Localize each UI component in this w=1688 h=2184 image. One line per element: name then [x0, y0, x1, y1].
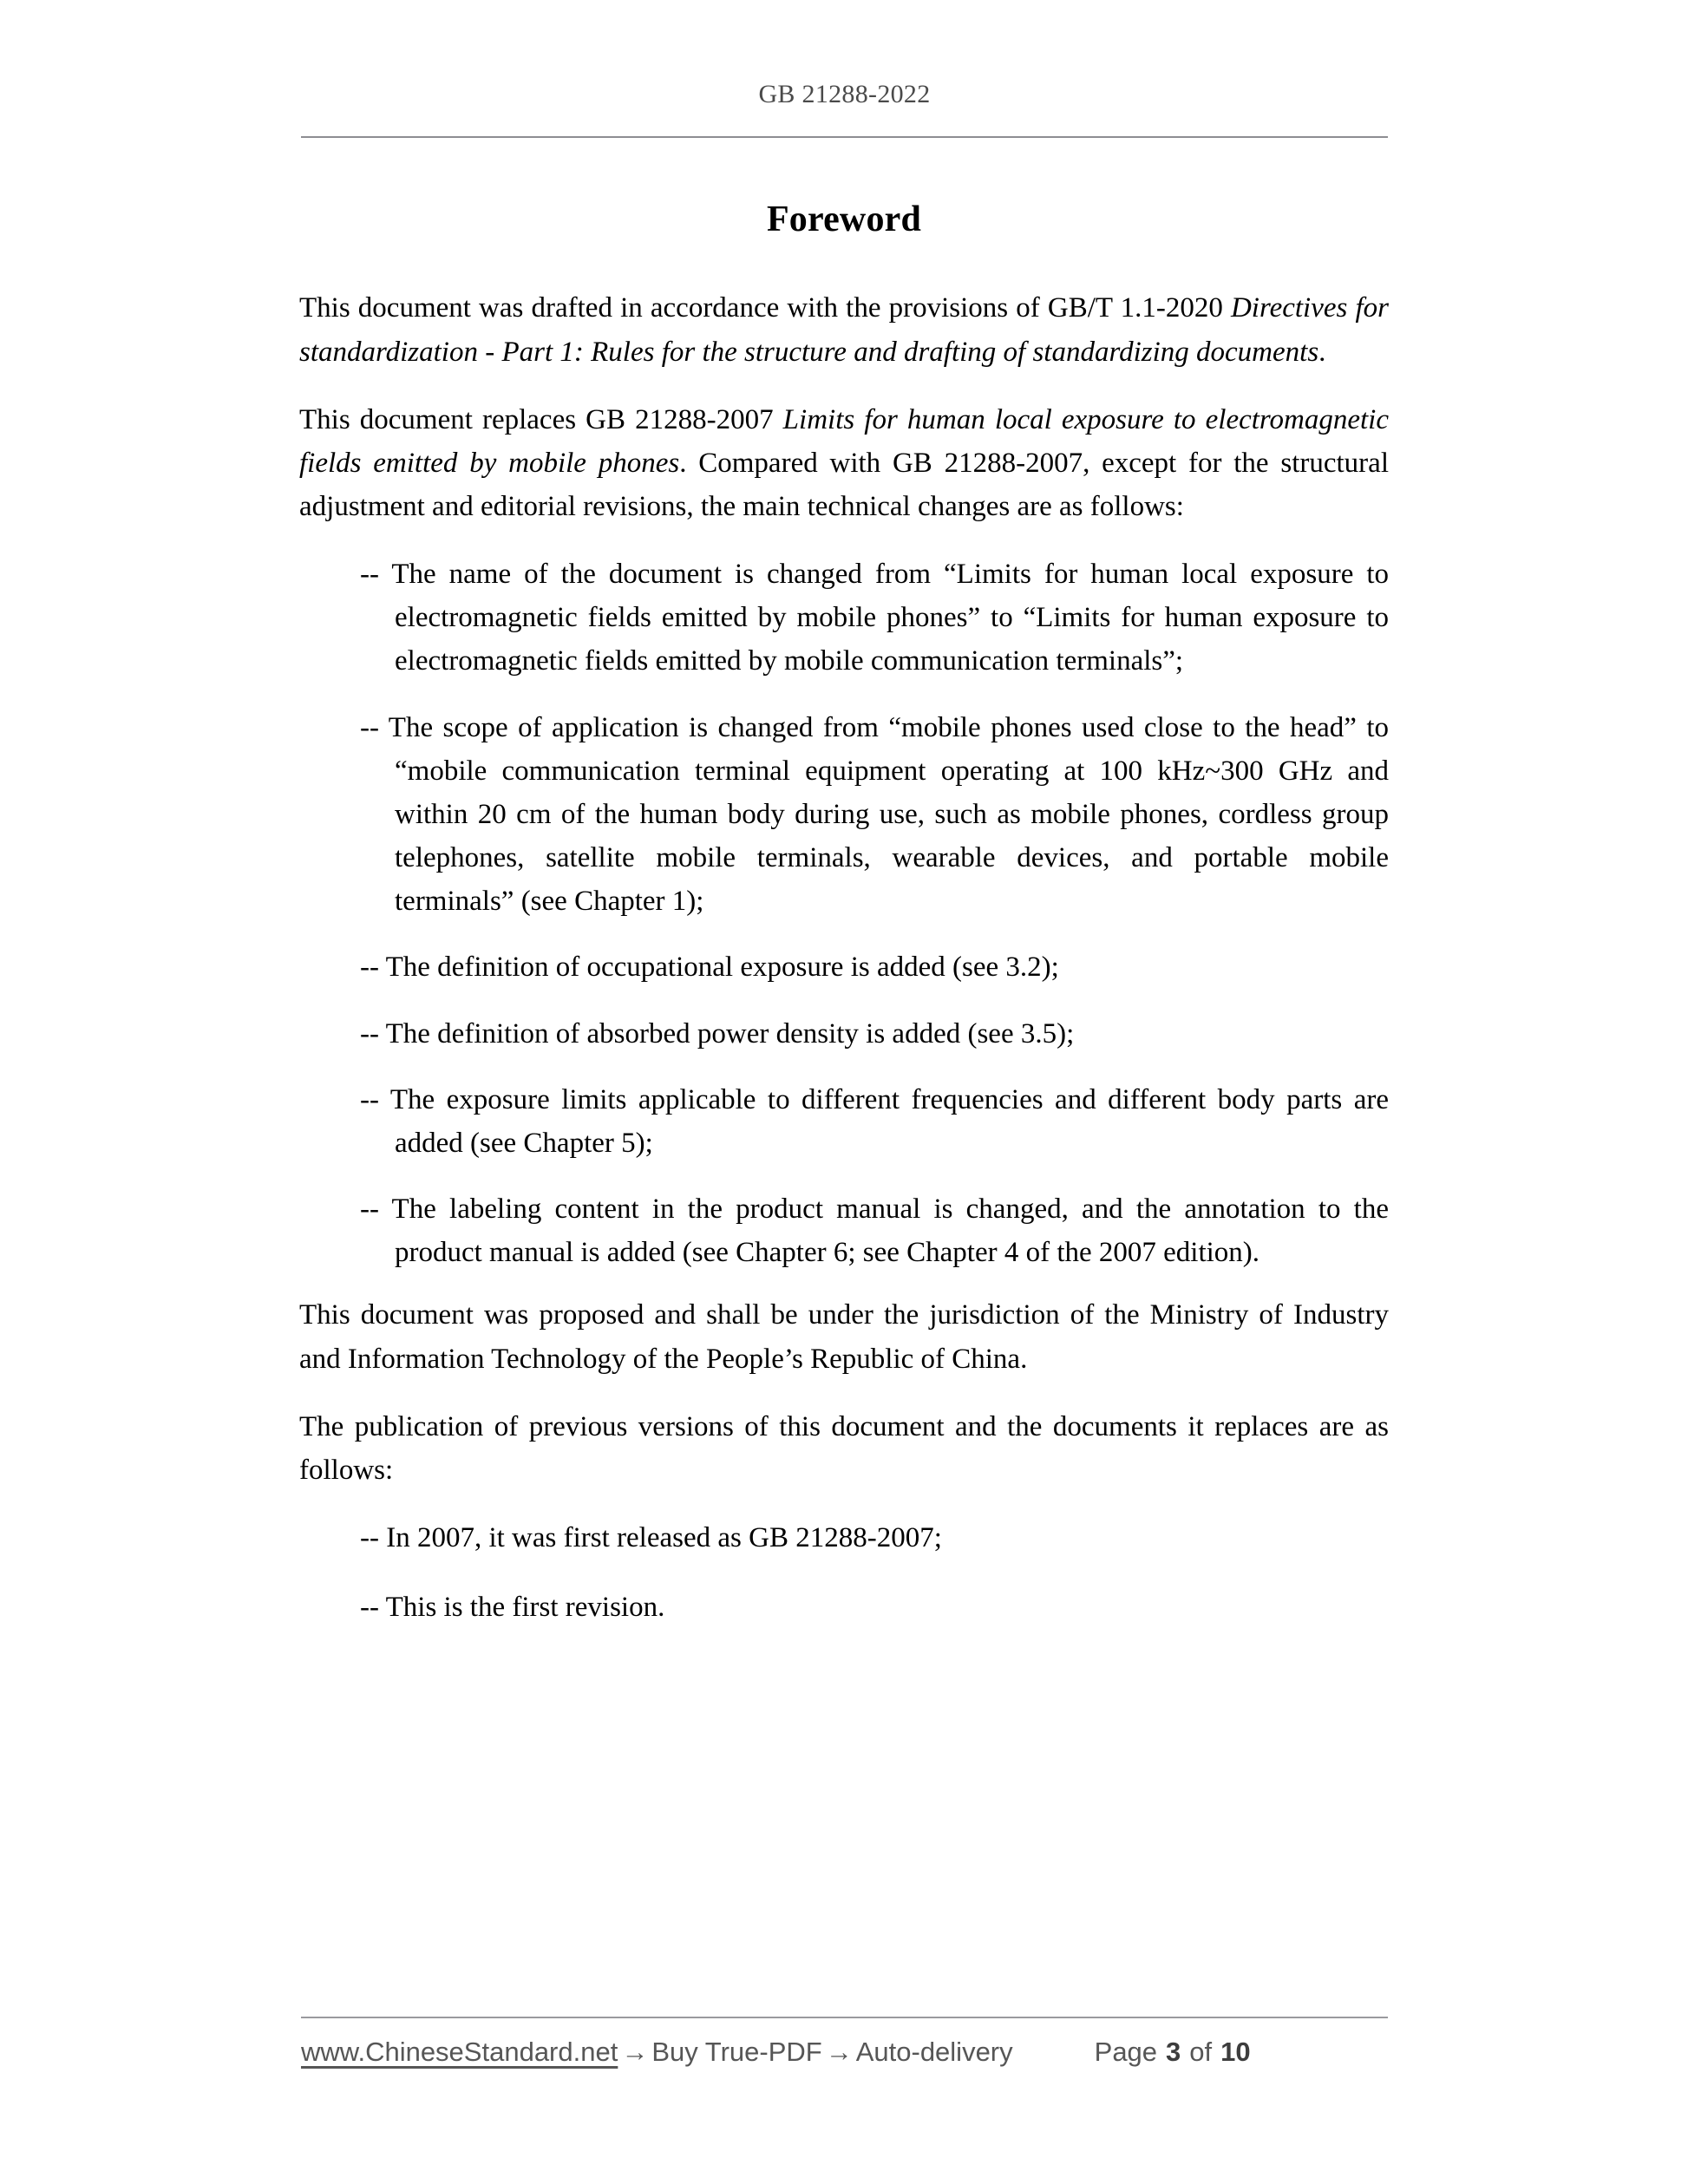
- paragraph-replaces: [299, 398, 1389, 528]
- total-page-count: 10: [1220, 2037, 1251, 2067]
- page-title: Foreword: [766, 199, 922, 239]
- paragraph-jurisdiction: This document was proposed and shall be under the jurisdiction of the Ministry of Industry and Information Technology of the People’s Republic of China.: [299, 1299, 1389, 1375]
- page-header: [301, 80, 1388, 108]
- list-item: -- This is the first revision.: [360, 1592, 665, 1624]
- document-body: [299, 198, 1389, 1655]
- list-item: -- The definition of absorbed power density is added (see 3.5);: [360, 1017, 1075, 1049]
- para2-text-after: . Compared with GB 21288-2007, except for the structural adjustment and editorial revisions, the main technical changes are as follows:: [299, 447, 1389, 523]
- para2-italic-title: Limits for human local exposure to electromagnetic fields emitted by mobile phones: [299, 403, 1389, 479]
- auto-delivery-label: Auto-delivery: [855, 2037, 1013, 2067]
- page-label: Page: [1094, 2037, 1158, 2067]
- of-label: of: [1189, 2037, 1213, 2067]
- list-item: -- In 2007, it was first released as GB 21288-2007;: [360, 1521, 942, 1553]
- page-footer: [301, 2037, 1388, 2068]
- paragraph-drafting-basis: [299, 286, 1389, 373]
- standard-code: GB 21288-2022: [758, 80, 931, 108]
- para1-italic-title: Directives for standardization - Part 1: Rules for the structure and drafting of standardizing documents: [299, 292, 1389, 368]
- list-item: -- The labeling content in the product manual is changed, and the annotation to the product manual is added (see Chapter 6; see Chapter 4 of the 2007 edition).: [360, 1193, 1389, 1269]
- arrow-right-icon: →: [825, 2037, 853, 2067]
- list-item: -- The name of the document is changed from “Limits for human local exposure to electromagnetic fields emitted by mobile phones” to “Limits for human exposure to electromagnetic fields emitted by mobile communication terminals”;: [360, 559, 1389, 677]
- versions-list: [299, 1516, 1389, 1629]
- technical-changes-list: [299, 553, 1389, 1274]
- list-item: -- The definition of occupational exposure is added (see 3.2);: [360, 951, 1059, 984]
- footer-promo: [301, 2037, 1013, 2068]
- chinesestandard-url-link[interactable]: www.ChineseStandard.net: [301, 2037, 618, 2067]
- list-item: -- The scope of application is changed from “mobile phones used close to the head” to “mobile communication terminal equipment operating at 100 kHz~300 GHz and within 20 cm of the human body during use, such as mobile phones, cordless group telephones, satellite mobile terminals, wearable devices, and portable mobile terminals” (see Chapter 1);: [360, 711, 1389, 918]
- paragraph-publication-history: The publication of previous versions of this document and the documents it replaces are as follows:: [299, 1410, 1389, 1486]
- current-page-number: 3: [1166, 2037, 1181, 2067]
- footer-divider: [301, 2017, 1388, 2018]
- list-item: -- The exposure limits applicable to different frequencies and different body parts are added (see Chapter 5);: [360, 1083, 1389, 1159]
- buy-true-pdf-label: Buy True-PDF: [651, 2037, 822, 2067]
- arrow-right-icon: →: [621, 2037, 649, 2067]
- page-indicator: [1095, 2037, 1251, 2068]
- para1-text-after: .: [1318, 336, 1326, 368]
- header-divider: [301, 136, 1388, 138]
- para1-text-before: This document was drafted in accordance with the provisions of GB/T 1.1-2020: [299, 292, 1231, 324]
- para2-text-before: This document replaces GB 21288-2007: [299, 403, 783, 435]
